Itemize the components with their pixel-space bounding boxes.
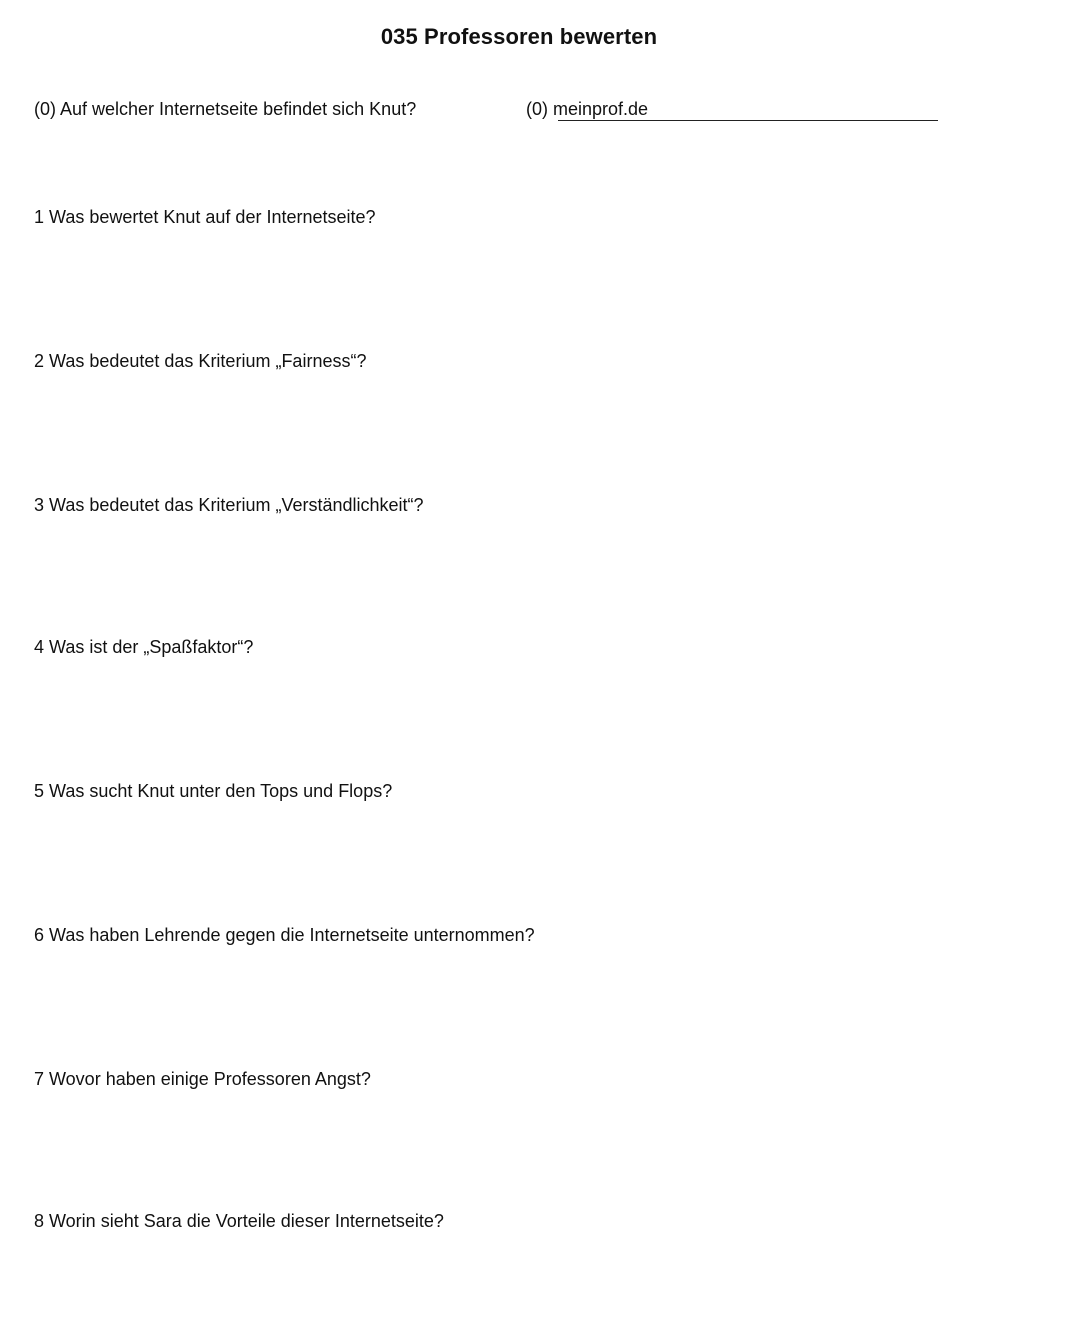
example-answer-text: meinprof.de: [553, 99, 649, 119]
example-answer-line: [558, 120, 938, 121]
question-5: 5 Was sucht Knut unter den Tops und Flops?: [34, 781, 393, 801]
example-answer-prefix: (0): [526, 99, 548, 119]
question-7: 7 Wovor haben einige Professoren Angst?: [34, 1069, 371, 1089]
question-6: 6 Was haben Lehrende gegen die Internetseite unternommen?: [34, 925, 535, 945]
example-question: (0) Auf welcher Internetseite befindet sich Knut?: [34, 99, 417, 119]
question-4: 4 Was ist der „Spaßfaktor“?: [34, 637, 254, 657]
page-title: 035 Professoren bewerten: [380, 24, 658, 49]
example-answer: [526, 99, 648, 120]
question-2: 2 Was bedeutet das Kriterium „Fairness“?: [34, 351, 367, 371]
question-8: 8 Worin sieht Sara die Vorteile dieser Internetseite?: [34, 1211, 444, 1231]
question-1: 1 Was bewertet Knut auf der Internetseite?: [34, 207, 376, 227]
question-3: 3 Was bedeutet das Kriterium „Verständlichkeit“?: [34, 495, 424, 515]
